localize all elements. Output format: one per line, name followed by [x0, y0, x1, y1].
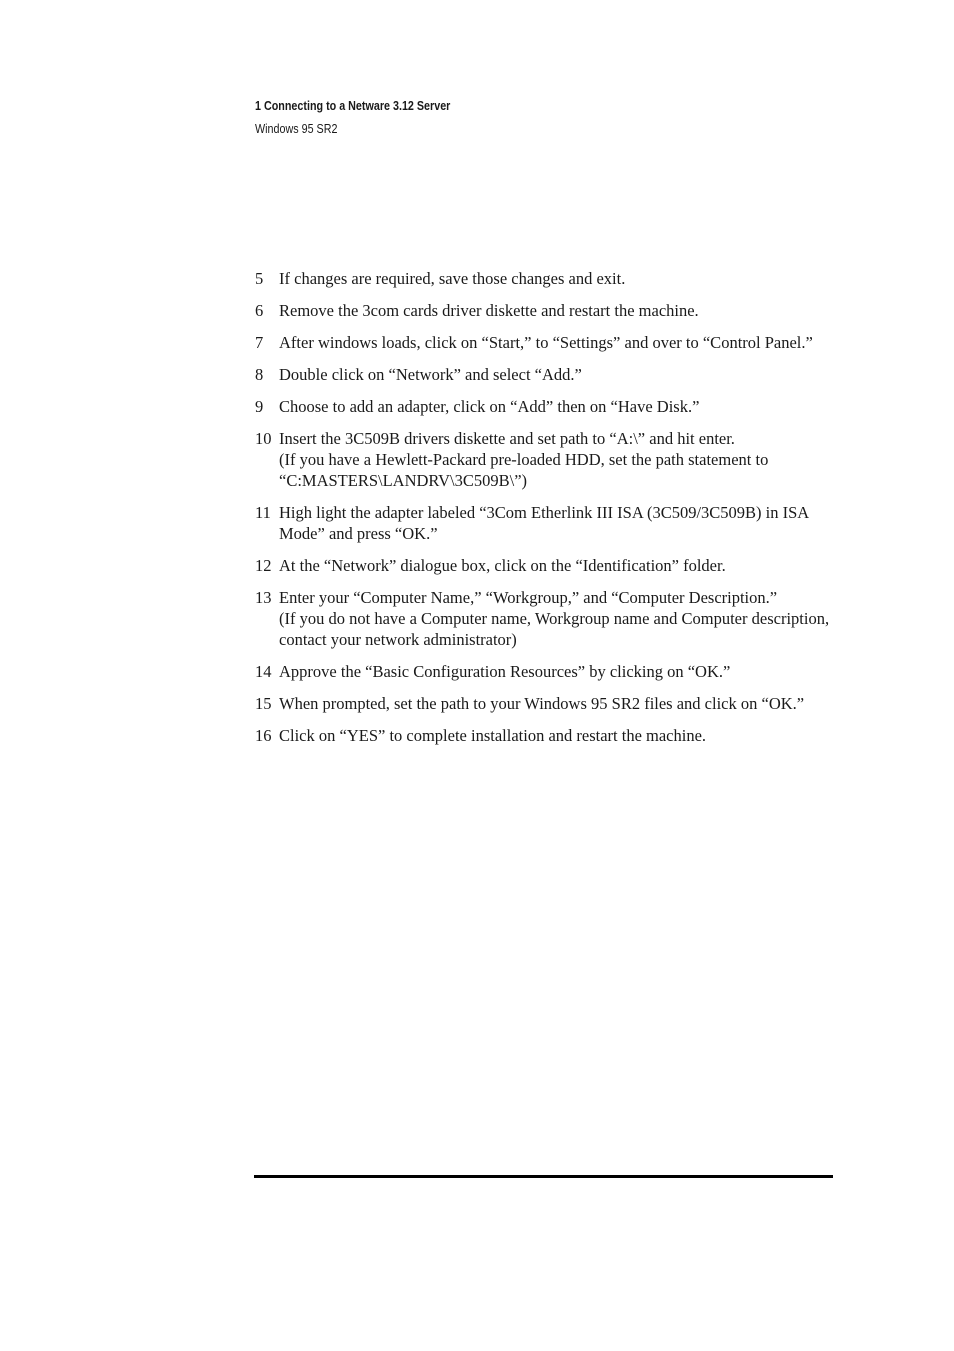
step-text — [279, 661, 835, 682]
step-number: 9 — [255, 397, 264, 416]
step-item — [255, 364, 835, 385]
step-line: Click on “YES” to complete installation and restart the machine. — [279, 726, 707, 745]
step-line: Choose to add an adapter, click on “Add” then on “Have Disk.” — [279, 397, 700, 416]
step-number: 11 — [255, 503, 271, 522]
step-line: High light the adapter labeled “3Com Etherlink III ISA (3C509/3C509B) in ISA Mode” and press “OK.” — [279, 503, 809, 543]
step-line: Enter your “Computer Name,” “Workgroup,” and “Computer Description.” — [279, 588, 778, 607]
page-header — [255, 95, 450, 141]
step-item — [255, 396, 835, 417]
step-text — [279, 300, 835, 321]
footer-rule — [254, 1175, 833, 1178]
step-item — [255, 555, 835, 576]
step-text — [279, 555, 835, 576]
step-number: 12 — [255, 556, 272, 575]
step-line: Remove the 3com cards driver diskette and restart the machine. — [279, 301, 699, 320]
step-text — [279, 268, 835, 289]
step-item — [255, 587, 835, 650]
step-number: 10 — [255, 429, 272, 448]
step-item — [255, 428, 835, 491]
step-line: After windows loads, click on “Start,” to “Settings” and over to “Control Panel.” — [279, 333, 813, 352]
step-text — [279, 587, 835, 650]
step-number: 15 — [255, 694, 272, 713]
step-item — [255, 268, 835, 289]
step-line: Double click on “Network” and select “Add.” — [279, 365, 582, 384]
step-item — [255, 502, 835, 544]
step-number: 5 — [255, 269, 264, 288]
step-text — [279, 502, 835, 544]
step-item — [255, 661, 835, 682]
step-number: 8 — [255, 365, 264, 384]
section-title: Windows 95 SR2 — [255, 122, 338, 136]
step-item — [255, 725, 835, 746]
step-number: 7 — [255, 333, 264, 352]
step-number: 13 — [255, 588, 272, 607]
step-line: At the “Network” dialogue box, click on the “Identification” folder. — [279, 556, 726, 575]
step-item — [255, 300, 835, 321]
step-text — [279, 396, 835, 417]
step-note: (If you have a Hewlett-Packard pre-loaded HDD, set the path statement to “C:MASTERS\LANDRV\3C509B\”) — [279, 450, 769, 490]
step-line: If changes are required, save those changes and exit. — [279, 269, 626, 288]
step-text — [279, 332, 835, 353]
step-text — [279, 693, 835, 714]
step-line: When prompted, set the path to your Windows 95 SR2 files and click on “OK.” — [279, 694, 805, 713]
instruction-steps — [255, 268, 835, 757]
chapter-title: 1 Connecting to a Netware 3.12 Server — [255, 99, 451, 113]
step-line: Approve the “Basic Configuration Resources” by clicking on “OK.” — [279, 662, 731, 681]
step-item — [255, 693, 835, 714]
step-text — [279, 725, 835, 746]
step-number: 14 — [255, 662, 272, 681]
step-item — [255, 332, 835, 353]
step-number: 6 — [255, 301, 264, 320]
step-text — [279, 364, 835, 385]
step-line: Insert the 3C509B drivers diskette and set path to “A:\” and hit enter. — [279, 429, 735, 448]
step-note: (If you do not have a Computer name, Workgroup name and Computer description, contact your network administrator) — [279, 609, 830, 649]
step-number: 16 — [255, 726, 272, 745]
step-text — [279, 428, 835, 491]
